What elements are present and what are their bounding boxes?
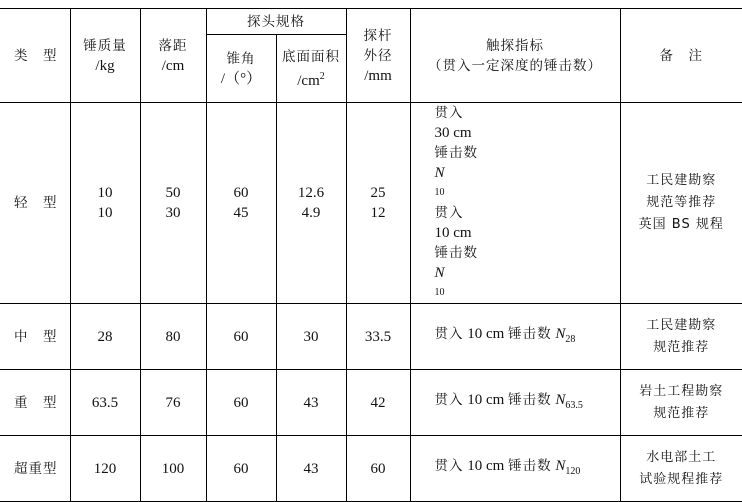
row-light-mass: 10 10: [70, 103, 140, 304]
header-drop-height: 落距 /cm: [140, 9, 206, 103]
row-light-indicator: 贯入 30 cm 锤击数 N 10 贯入 10 cm 锤击数 N 10: [410, 103, 620, 304]
header-rod-diameter: 探杆 外径 /mm: [346, 9, 410, 103]
row-light-remarks: 工民建勘察 规范等推荐 英国 BS 规程: [620, 103, 742, 304]
header-indicator: 触探指标 （贯入一定深度的锤击数）: [410, 9, 620, 103]
table-row: 重 型 63.5 76 60 43 42 贯入 10 cm 锤击数 $N_{63.5}$ 岩土工程勘察 规范推荐: [0, 370, 742, 436]
header-remarks: 备 注: [620, 9, 742, 103]
header-hammer-mass: 锤质量 /kg: [70, 9, 140, 103]
table-row: 超重型 120 100 60 43 60 贯入 10 cm 锤击数 $N_{120}$ 水电部土工 试验规程推荐: [0, 436, 742, 502]
row-light-diameter: 25 12: [346, 103, 410, 304]
row-light-type: 轻 型: [0, 103, 70, 304]
row-light-area: 12.6 4.9: [276, 103, 346, 304]
header-type: 类 型: [0, 9, 70, 103]
row-light-angle: 60 45: [206, 103, 276, 304]
header-probe-spec: 探头规格: [206, 9, 346, 35]
header-base-area: 底面面积 $/cm^2$: [276, 35, 346, 103]
table-row: [0, 103, 742, 304]
header-cone-angle: 锥角 /（°）: [206, 35, 276, 103]
row-light-drop: 50 30: [140, 103, 206, 304]
penetration-spec-table: [0, 8, 742, 502]
table-row: 中 型 28 80 60 30 33.5 贯入 10 cm 锤击数 $N_{28}$ 工民建勘察 规范推荐: [0, 304, 742, 370]
